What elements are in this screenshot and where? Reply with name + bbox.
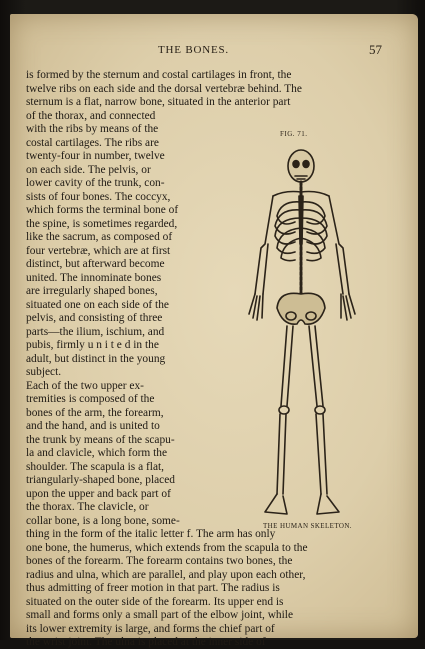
text-line: are irregularly shaped bones, bbox=[26, 285, 158, 297]
text-line: lower cavity of the trunk, con- bbox=[26, 177, 165, 189]
text-line: one bone, the humerus, which extends from the scapula to the bbox=[26, 541, 308, 554]
skeleton-figure bbox=[235, 130, 385, 530]
text-line: collar bone, is a long bone, some- bbox=[26, 514, 180, 527]
text-line: the thorax. The clavicle, or bbox=[26, 501, 149, 513]
text-line: with the ribs by means of the bbox=[26, 123, 159, 135]
text-line: shoulder. The scapula is a flat, bbox=[26, 460, 165, 473]
text-line: bones of the arm, the forearm, bbox=[26, 406, 164, 419]
text-line: radius and ulna, which are parallel, and play upon each other, bbox=[26, 568, 306, 581]
text-line: thus admitting of freer motion in that part. The radius is bbox=[26, 582, 280, 594]
text-line: small and forms only a small part of the elbow joint, while bbox=[26, 609, 293, 621]
page-number: 57 bbox=[369, 42, 382, 57]
text-line: sternum is a flat, narrow bone, situated in the anterior part bbox=[26, 96, 291, 108]
text-line: Each of the two upper ex- bbox=[26, 379, 144, 392]
text-line: the spine, is sometimes regarded, bbox=[26, 217, 178, 230]
text-line: distinct, but afterward become bbox=[26, 258, 165, 270]
text-line: and the hand, and is united to bbox=[26, 420, 160, 432]
text-line: pelvis, and consisting of three bbox=[26, 312, 163, 324]
page-header bbox=[10, 44, 418, 60]
text-line: situated one on each side of the bbox=[26, 298, 169, 311]
text-line: thing in the form of the italic letter f. The arm has only bbox=[26, 528, 276, 540]
text-line: which forms the terminal bone of bbox=[26, 204, 179, 216]
text-line: twenty-four in number, twelve bbox=[26, 150, 165, 162]
text-line: its lower extremity is large, and forms the chief part of bbox=[26, 622, 275, 635]
text-line: twelve ribs on each side and the dorsal vertebræ behind. The bbox=[26, 82, 302, 95]
text-line: triangularly-shaped bone, placed bbox=[26, 474, 175, 486]
figure-caption: THE HUMAN SKELETON. bbox=[263, 522, 352, 530]
text-line: tremities is composed of the bbox=[26, 393, 155, 405]
text-line: united. The innominate bones bbox=[26, 271, 162, 284]
text-line: the wrist joint. The ulna is placed at the inner side of bbox=[26, 636, 266, 648]
text-line: is formed by the sternum and costal cartilages in front, the bbox=[26, 69, 292, 81]
text-line: bones of the forearm. The forearm contains two bones, the bbox=[26, 555, 293, 567]
text-line: adult, but distinct in the young bbox=[26, 352, 166, 365]
figure-label: FIG. 71. bbox=[280, 130, 308, 138]
text-line: upon the upper and back part of bbox=[26, 487, 171, 500]
text-line: the trunk by means of the scapu- bbox=[26, 433, 175, 446]
running-head: THE BONES. bbox=[158, 44, 229, 56]
text-line: like the sacrum, as composed of bbox=[26, 231, 173, 243]
text-line: pubis, firmly u n i t e d in the bbox=[26, 339, 159, 351]
text-line: la and clavicle, which form the bbox=[26, 447, 168, 459]
text-line: on each side. The pelvis, or bbox=[26, 163, 151, 176]
text-line: four vertebræ, which are at first bbox=[26, 244, 171, 257]
skeleton-illustration bbox=[235, 144, 385, 518]
text-line: of the thorax, and connected bbox=[26, 109, 156, 122]
text-line: situated on the outer side of the forearm. Its upper end is bbox=[26, 595, 284, 608]
text-line: costal cartilages. The ribs are bbox=[26, 136, 159, 149]
book-page bbox=[10, 14, 418, 648]
text-line: subject. bbox=[26, 366, 62, 378]
text-line: sists of four bones. The coccyx, bbox=[26, 190, 171, 203]
text-line: parts—the ilium, ischium, and bbox=[26, 325, 165, 338]
